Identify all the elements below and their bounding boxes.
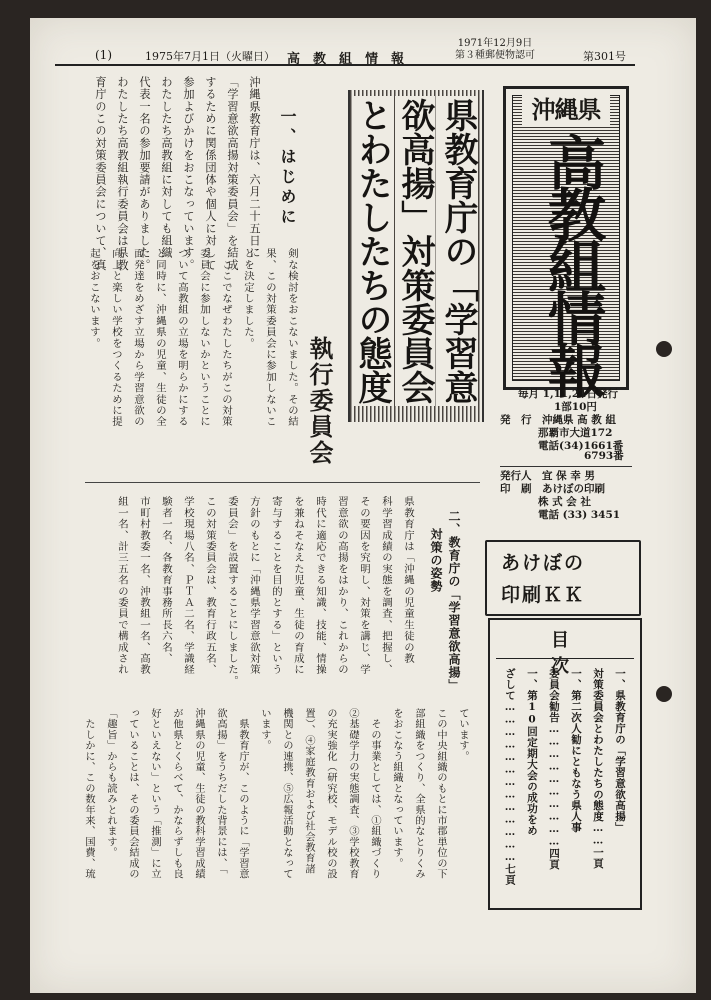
text-column: 習意欲の高揚をはかり、これからの: [336, 496, 348, 676]
text-column: 部組織をつくり、全県的なとりくみ: [413, 708, 424, 880]
headline-col-3: とわたしたちの態度: [352, 98, 392, 404]
table-of-contents: [488, 618, 642, 910]
text-column: 時代に適応できる知識、技能、情操: [314, 496, 326, 676]
text-column: 沖縄県の児童、生徒の教科学習成績: [193, 708, 204, 880]
toc-item: 委員会勧告…………………………四頁: [548, 668, 560, 870]
price: 1部10円: [554, 401, 597, 413]
text-column: とを決定しました。: [242, 248, 254, 349]
section2-subheading: 対策の姿勢: [429, 528, 443, 593]
paper-title: 高教組情報: [538, 133, 606, 393]
publisher-info: [500, 388, 632, 522]
address: 那覇市大道172: [538, 427, 613, 439]
issuer-row: 発 行 沖縄県 高 教 組: [500, 414, 616, 426]
toc-item: ざして…………………………………七頁: [504, 668, 516, 886]
text-column: 面発達をめざす立場から学習意欲の: [132, 248, 144, 428]
text-column: ています。: [457, 708, 468, 762]
phone-row: 電話(34)1661番: [538, 440, 624, 452]
printer-row: 印 刷 あけぼの印刷: [500, 483, 605, 495]
text-column: 剣な検討をおこないました。その結: [286, 248, 298, 428]
text-column: この対策委員会は、教育行政五名、: [204, 496, 216, 676]
text-column: ②基礎学力の実態調査、③学校教育: [347, 708, 358, 880]
text-column: っていることは、その委員会結成の: [127, 708, 138, 880]
text-column: 委員会」を設置することにしました。: [226, 496, 238, 687]
text-column: 験者一名、各教育事務所長六名、: [160, 496, 172, 664]
printer-ad: [485, 540, 641, 616]
text-column: 果、この対策委員会に参加しないこ: [264, 248, 276, 428]
issue-date: 1975年7月1日（火曜日）: [145, 50, 275, 63]
text-column: その事業としては、①組織づくり: [369, 708, 380, 880]
punch-hole-bottom: [656, 686, 672, 702]
text-column: ついて高教組の立場を明らかにする: [176, 248, 188, 428]
text-column: 置）、④家庭教育および社会教育諸: [303, 708, 314, 875]
text-column: わたしたち高教組に対しても組織: [160, 76, 173, 259]
masthead-rule: [55, 64, 635, 66]
text-column: たしかに、この数年来、国費、琉: [83, 708, 94, 880]
publisher-rule: [500, 466, 632, 467]
frequency: 毎月 1,11,21日発行: [518, 388, 618, 400]
text-column: 好といえない」という「推測」に立: [149, 708, 160, 880]
byline: 執行委員会: [305, 336, 333, 466]
text-column: 参加よびかけをおこなっています。: [182, 76, 195, 272]
text-column: をおこなう組織となっています。: [391, 708, 402, 869]
ad-line-2: 印刷ＫＫ: [501, 584, 586, 606]
phone2: 6793番: [584, 450, 624, 462]
editor-row: 発行人 宜 保 幸 男: [500, 470, 595, 482]
text-column: 方針のもとに「沖縄県学習意欲対策: [248, 496, 260, 676]
page-number: (1): [95, 48, 112, 62]
headline-col-1: 県教育庁の「学習意: [438, 98, 478, 404]
text-column: 沖縄県教育庁は、六月二十五日に: [248, 76, 261, 259]
paper-title-box: [503, 86, 629, 393]
text-column: 「趣旨」からも読みとれます。: [105, 708, 116, 858]
toc-item: 一、第10回定期大会の成功をめ: [526, 668, 538, 836]
text-column: の充実強化（研究校、モデル校の設: [325, 708, 336, 880]
text-column: この中央組織のもとに市郡単位の下: [435, 708, 446, 880]
text-column: 科学習成績の実態を調査、把握し、: [380, 496, 392, 676]
postal-permit: 1971年12月9日 第３種郵便物認可: [455, 38, 535, 61]
prefecture-label: 沖縄県: [522, 93, 610, 127]
text-column: 委員会に参加しないかということに: [198, 248, 210, 428]
printer-phone: 電話 (33) 3451: [538, 509, 621, 521]
printer2: 株 式 会 社: [538, 496, 591, 508]
text-column: 「学習意欲高揚対策委員会」を結成: [226, 76, 239, 272]
ad-line-1: あけぼの: [501, 552, 586, 574]
headline-col-2: 欲高揚」対策委員会: [395, 98, 435, 404]
toc-item: 対策委員会とわたしたちの態度……一頁: [592, 668, 604, 869]
issue-number: 第301号: [583, 50, 626, 63]
text-column: 向上と楽しい学校をつくるために提: [110, 248, 122, 428]
text-column: わたしたち高教組執行委員会は県教: [116, 76, 129, 272]
toc-item: 一、県教育庁の「学習意欲高揚」: [614, 668, 626, 833]
text-column: 組一名、計三五名の委員で構成され: [116, 496, 128, 676]
text-column: 欲高揚」をうちだした背景には、「: [215, 708, 226, 875]
toc-heading: 目 次: [551, 630, 599, 677]
text-column: 学校現場八名、ＰＴＡ二名、学識経: [182, 496, 194, 676]
text-column: います。: [259, 708, 270, 751]
text-column: 県教育庁は「沖縄の児童生徒の教: [402, 496, 414, 664]
text-column: 機関との連携、⑤広報活動となって: [281, 708, 292, 880]
masthead-line: [55, 36, 635, 66]
text-column: と同時に、沖縄県の児童、生徒の全: [154, 248, 166, 428]
toc-rule: [496, 658, 634, 659]
text-column: 県教育庁が、このように「学習意: [237, 708, 248, 880]
punch-hole-top: [656, 341, 672, 357]
paper-name: 高 教 組 情 報: [287, 52, 405, 67]
text-column: が他県とくらべて、かならずしも良: [171, 708, 182, 880]
toc-item: 一、第二次人勧にともなう県人事: [570, 668, 582, 833]
section1-heading: 一、はじめに: [278, 108, 297, 228]
text-column: その要因を究明し、対策を講じ、学: [358, 496, 370, 676]
headline-box: [348, 90, 484, 422]
text-column: 市町村教委一名、沖教組一名、高教: [138, 496, 150, 676]
text-column: ここでなぜわたしたちがこの対策: [220, 248, 232, 428]
text-column: するために関係団体や個人に対して: [204, 76, 217, 272]
text-column: 寄与することを目的とする」という: [270, 496, 282, 676]
text-column: 育庁のこの対策委員会について、真: [94, 76, 107, 272]
section-divider: [85, 482, 480, 483]
text-column: 起をおこないます。: [88, 248, 100, 349]
section2-heading: 二、教育庁の「学習意欲高揚」: [447, 510, 461, 692]
text-column: 代表一名の参加要請がありました。: [138, 76, 151, 272]
text-column: を兼ねそなえた児童、生徒の育成に: [292, 496, 304, 676]
